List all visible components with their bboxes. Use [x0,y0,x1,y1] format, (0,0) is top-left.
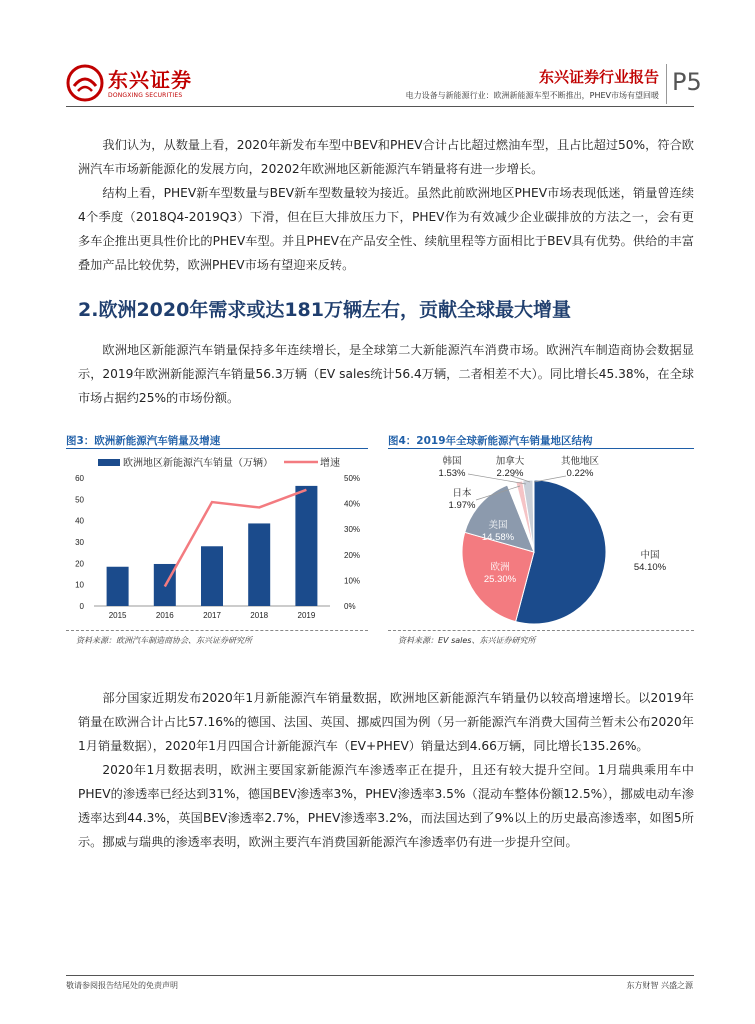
logo-text-en: DONGXING SECURITIES [108,92,183,99]
y-right-tick-label: 20% [344,550,361,560]
pie-label-韩国: 韩国 1.53% [438,456,466,479]
y-right-tick-label: 30% [344,525,361,535]
paragraph: 欧洲地区新能源汽车销量保持多年连续增长，是全球第二大新能源汽车消费市场。欧洲汽车制造商协会数据显示，2019年欧洲新能源汽车销量56.3万辆（EV sales统计56.4万辆，二者相差不大）。同比增长45.38%，在全球市场占据约25%的市场份额。 [78,343,694,405]
x-tick-label: 2017 [203,611,221,620]
paragraph: 结构上看，PHEV新车型数量与BEV新车型数量较为接近。虽然此前欧洲地区PHEV市场表现低迷，销量曾连续4个季度（2018Q4-2019Q3）下滑，但在巨大排放压力下，PHEV作为有效减少企业碳排放的方法之一，会有更多车企推出更具性价比的PHEV车型。并且PHEV在产品安全性、续航里程等方面相比于BEV具有优势。供给的丰富叠加产品比较优势，欧洲PHEV市场有望迎来反转。 [78,186,694,272]
y-left-tick-label: 40 [75,516,84,526]
report-title: 东兴证券行业报告 [538,68,659,86]
y-right-tick-label: 10% [344,576,361,586]
x-tick-label: 2019 [297,611,316,620]
pie-label-其他地区: 其他地区 0.22% [560,456,600,479]
pie-label-日本: 日本 1.97% [448,488,476,511]
legend-swatch-sales [98,459,120,466]
paragraph: 2020年1月数据表明，欧洲主要国家新能源汽车渗透率正在提升，且还有较大提升空间。1月瑞典乘用车中PHEV的渗透率已经达到31%，德国BEV渗透率3%，PHEV渗透率3.5%（混动车整体份额12.5%），挪威电动车渗透率达到44.3%，英国BEV渗透率2.7%，PHEV渗透率3.2%，而法国达到了9%以上的历史最高渗透率，如图5所示。挪威与瑞典的渗透率表明，欧洲主要汽车消费国新能源汽车渗透率仍有进一步提升空间。 [78,763,694,849]
logo-mark-icon [66,64,104,102]
figure-4-rule [388,448,694,449]
footer-disclaimer: 敬请参阅报告结尾处的免责声明 [66,981,178,990]
company-logo [66,62,190,106]
header-divider [666,64,667,104]
figure-3-source: 资料来源：欧洲汽车制造商协会、东兴证券研究所 [76,636,252,645]
legend-label-sales: 欧洲地区新能源汽车销量（万辆） [123,458,273,469]
y-left-tick-label: 10 [75,580,84,590]
y-left-tick-label: 0 [79,602,84,611]
bar-sales-2015 [107,567,129,606]
figure-3-divider [66,630,368,631]
pie-label-美国: 美国 14.58% [481,520,515,543]
figure-4-source: 资料来源：EV sales、东兴证券研究所 [398,636,536,645]
sales-growth-chart [62,452,378,628]
bar-sales-2017 [201,546,223,606]
bar-sales-2019 [295,486,317,606]
page-number: P5 [672,68,702,96]
bar-sales-2018 [248,523,270,606]
figure-3-title: 图3：欧洲新能源汽车销量及增速 [66,435,221,447]
y-right-tick-label: 50% [344,474,361,483]
y-left-tick-label: 20 [75,559,84,569]
y-left-tick-label: 60 [75,474,84,483]
y-left-tick-label: 30 [75,538,84,547]
header-rule [66,106,694,107]
pie-leader-line [534,476,566,482]
pie-label-欧洲: 欧洲 25.30% [483,562,517,585]
figure-3-rule [66,448,368,449]
legend-label-growth: 增速 [320,458,340,469]
y-right-tick-label: 40% [344,499,361,509]
paragraph: 部分国家近期发布2020年1月新能源汽车销量数据，欧洲地区新能源汽车销量仍以较高增速增长。以2019年销量在欧洲合计占比57.16%的德国、法国、英国、挪威四国为例（另一新能源汽车消费大国荷兰暂未公布2020年1月销量数据），2020年1月四国合计新能源汽车（EV+PHEV）销量达到4.66万辆，同比增长135.26%。 [78,691,694,753]
logo-text-cn: 东兴证券 [108,68,192,92]
region-pie-chart [388,452,694,628]
report-subtitle: 电力设备与新能源行业：欧洲新能源车型不断推出，PHEV市场有望回暖 [405,91,659,100]
x-tick-label: 2018 [250,611,269,620]
y-right-tick-label: 0% [344,602,356,611]
growth-rate-line [165,490,307,587]
y-left-tick-label: 50 [75,495,84,505]
paragraph: 我们认为，从数量上看，2020年新发布车型中BEV和PHEV合计占比超过燃油车型，且占比超过50%，符合欧洲汽车市场新能源化的发展方向，20202年欧洲地区新能源汽车销量将有进一步增长。 [78,138,694,176]
figure-4-title: 图4：2019年全球新能源汽车销量地区结构 [388,435,593,447]
pie-label-中国: 中国 54.10% [633,550,667,573]
x-tick-label: 2016 [155,611,174,620]
pie-label-加拿大: 加拿大 2.29% [495,456,525,479]
footer-slogan: 东方财智 兴盛之源 [626,981,693,990]
x-tick-label: 2015 [108,611,127,620]
section-heading: 2.欧洲2020年需求或达181万辆左右，贡献全球最大增量 [78,299,571,321]
footer-rule [66,975,694,976]
figure-4-divider [388,630,694,631]
